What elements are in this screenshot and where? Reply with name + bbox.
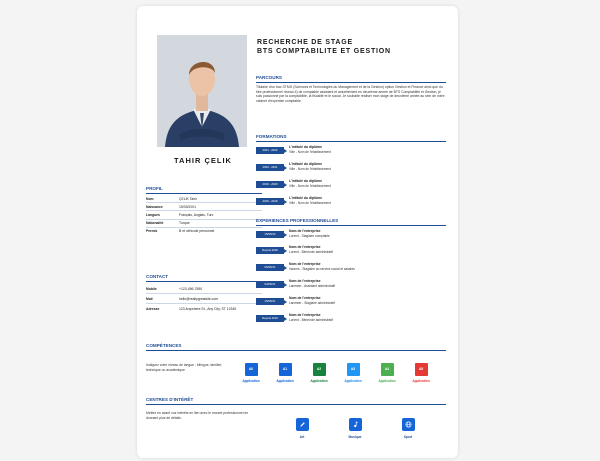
profil-row: Nom ÇELIK Tahir (146, 195, 262, 203)
skill-item (241, 363, 261, 391)
interest-item (345, 418, 365, 439)
experience-subtitle: Lanester - Stagiaire administratif (289, 301, 335, 305)
skill-item (309, 363, 329, 391)
skill-label: Application (344, 379, 362, 383)
candidate-name: TAHIR ÇELIK (174, 156, 232, 165)
experience-title: Nom de l'entreprise (289, 313, 321, 317)
section-divider (146, 193, 262, 194)
music-note-icon (349, 418, 362, 431)
profil-row: Naissance 15/03/2001 (146, 203, 262, 211)
formation-item (256, 195, 446, 209)
skill-item (275, 363, 295, 391)
cv-title (257, 38, 447, 56)
profil-row: Nationalité Turque (146, 220, 262, 228)
experience-title: Nom de l'entreprise (289, 279, 321, 283)
formation-title: L'intitulé du diplôme (289, 162, 323, 166)
interest-label: Sport (403, 435, 413, 439)
formation-subtitle: Ville - Nom de l'établissement (289, 184, 331, 188)
date-badge: 2020 - 2021 (256, 164, 284, 171)
globe-icon (402, 418, 415, 431)
section-competences-heading: COMPÉTENCES (146, 343, 182, 348)
interest-item (398, 418, 418, 439)
skill-level-icon: A5 (415, 363, 428, 376)
section-divider (256, 82, 446, 83)
date-badge: Depuis 2020 (256, 247, 284, 254)
contact-row: Mobile +123-456-7890 (146, 284, 262, 294)
cv-sheet (137, 6, 458, 458)
experience-title: Nom de l'entreprise (289, 245, 321, 249)
section-divider (146, 404, 446, 405)
date-badge: 2016 - 2019 (256, 198, 284, 205)
experience-item (256, 312, 446, 326)
section-divider (256, 141, 446, 142)
formation-subtitle: Ville - Nom de l'établissement (289, 201, 331, 205)
experience-title: Nom de l'entreprise (289, 262, 321, 266)
skill-level-icon: A1 (279, 363, 292, 376)
date-badge: 03/06/21 (256, 281, 284, 288)
skill-label: Application (378, 379, 396, 383)
formation-item (256, 178, 446, 192)
section-divider (146, 281, 262, 282)
formation-subtitle: Ville - Nom de l'établissement (289, 150, 331, 154)
section-experiences-heading: EXPERIENCES PROFESSIONNELLES (256, 218, 339, 223)
section-formations-heading: FORMATIONS (256, 134, 287, 139)
section-contact-heading: CONTACT (146, 274, 169, 279)
experience-subtitle: Lorient - Bénévole administratif (289, 318, 333, 322)
section-divider (256, 225, 446, 226)
formation-title: L'intitulé du diplôme (289, 179, 323, 183)
formation-subtitle: Ville - Nom de l'établissement (289, 167, 331, 171)
formation-title: L'intitulé du diplôme (289, 196, 323, 200)
skill-item (343, 363, 363, 391)
skill-item (377, 363, 397, 391)
experience-item (256, 278, 446, 292)
experience-subtitle: Vannes - Stagiaire au service social et salaires (289, 267, 355, 271)
contact-table (146, 284, 262, 313)
date-badge: 15/06/21 (256, 298, 284, 305)
experience-subtitle: Lanester - Assistant administratif (289, 284, 336, 288)
section-interets-heading: CENTRES D'INTÉRÊT (146, 397, 194, 402)
date-badge: 2019 - 2020 (256, 181, 284, 188)
experience-item (256, 228, 446, 242)
experience-item (256, 261, 446, 275)
interest-label: Art (299, 435, 305, 439)
experience-subtitle: Lorient - Stagiaire comptable (289, 234, 330, 238)
skill-label: Application (242, 379, 260, 383)
date-badge: 2021 - 2023 (256, 147, 284, 154)
date-badge: 06/06/21 (256, 264, 284, 271)
formation-item (256, 144, 446, 158)
section-profil-heading: PROFIL (146, 186, 163, 191)
experience-item (256, 295, 446, 309)
skill-level-icon: A0 (245, 363, 258, 376)
skill-level-icon: A4 (381, 363, 394, 376)
section-parcours-heading: PARCOURS (256, 75, 282, 80)
date-badge: Depuis 2016 (256, 315, 284, 322)
date-badge: 15/05/22 (256, 231, 284, 238)
skill-label: Application (412, 379, 430, 383)
interest-item (292, 418, 312, 439)
experience-subtitle: Lorient - Bénévole administratif (289, 250, 333, 254)
skill-level-icon: A2 (313, 363, 326, 376)
experience-item (256, 244, 446, 258)
pencil-icon (296, 418, 309, 431)
cv-title-line2: BTS COMPTABILITE ET GESTION (257, 48, 391, 55)
skill-level-icon: A3 (347, 363, 360, 376)
profil-row: Permis B et véhicule personnel (146, 229, 215, 234)
section-divider (146, 350, 446, 351)
skill-item (411, 363, 431, 391)
interets-text: Mettez en avant vos intérêts en lien avec le monde professionnel en donnant plus de détails. (146, 411, 249, 421)
interests-row (292, 418, 442, 448)
formation-item (256, 161, 446, 175)
interest-label: Musique (348, 435, 362, 439)
contact-row: Mail hello@reallygreatsite.com (146, 294, 262, 304)
profil-row: Langues Français, Anglais, Turc (146, 211, 262, 219)
skills-row (241, 363, 441, 393)
formation-title: L'intitulé du diplôme (289, 145, 323, 149)
parcours-text: Titulaire d'un bac STMG (Sciences et Technologies du Management et de la Gestion) option Gestion et Finance ainsi que du titre professionnel niveau 4) de comptable assistant et actuellement en deuxième année de BTS Comptabilité et Gestion, je suis passionné par la comptabilité, la fiscalité et le social. Je souhaite réaliser mon stage de deuxième année au sein de votre cabinet d'expertise comptable. (256, 85, 445, 103)
experience-title: Nom de l'entreprise (289, 229, 321, 233)
cv-title-line1: RECHERCHE DE STAGE (257, 39, 353, 46)
profile-photo (157, 35, 247, 147)
skill-label: Application (276, 379, 294, 383)
profil-table (146, 195, 262, 235)
competences-text: Indiquez votre niveau de langue ; bilingue, familier, technique ou académique (146, 363, 223, 373)
experience-title: Nom de l'entreprise (289, 296, 321, 300)
contact-row: Adresse 123 Anywhere St., Any City, ST 12345 (146, 306, 237, 311)
skill-label: Application (310, 379, 328, 383)
